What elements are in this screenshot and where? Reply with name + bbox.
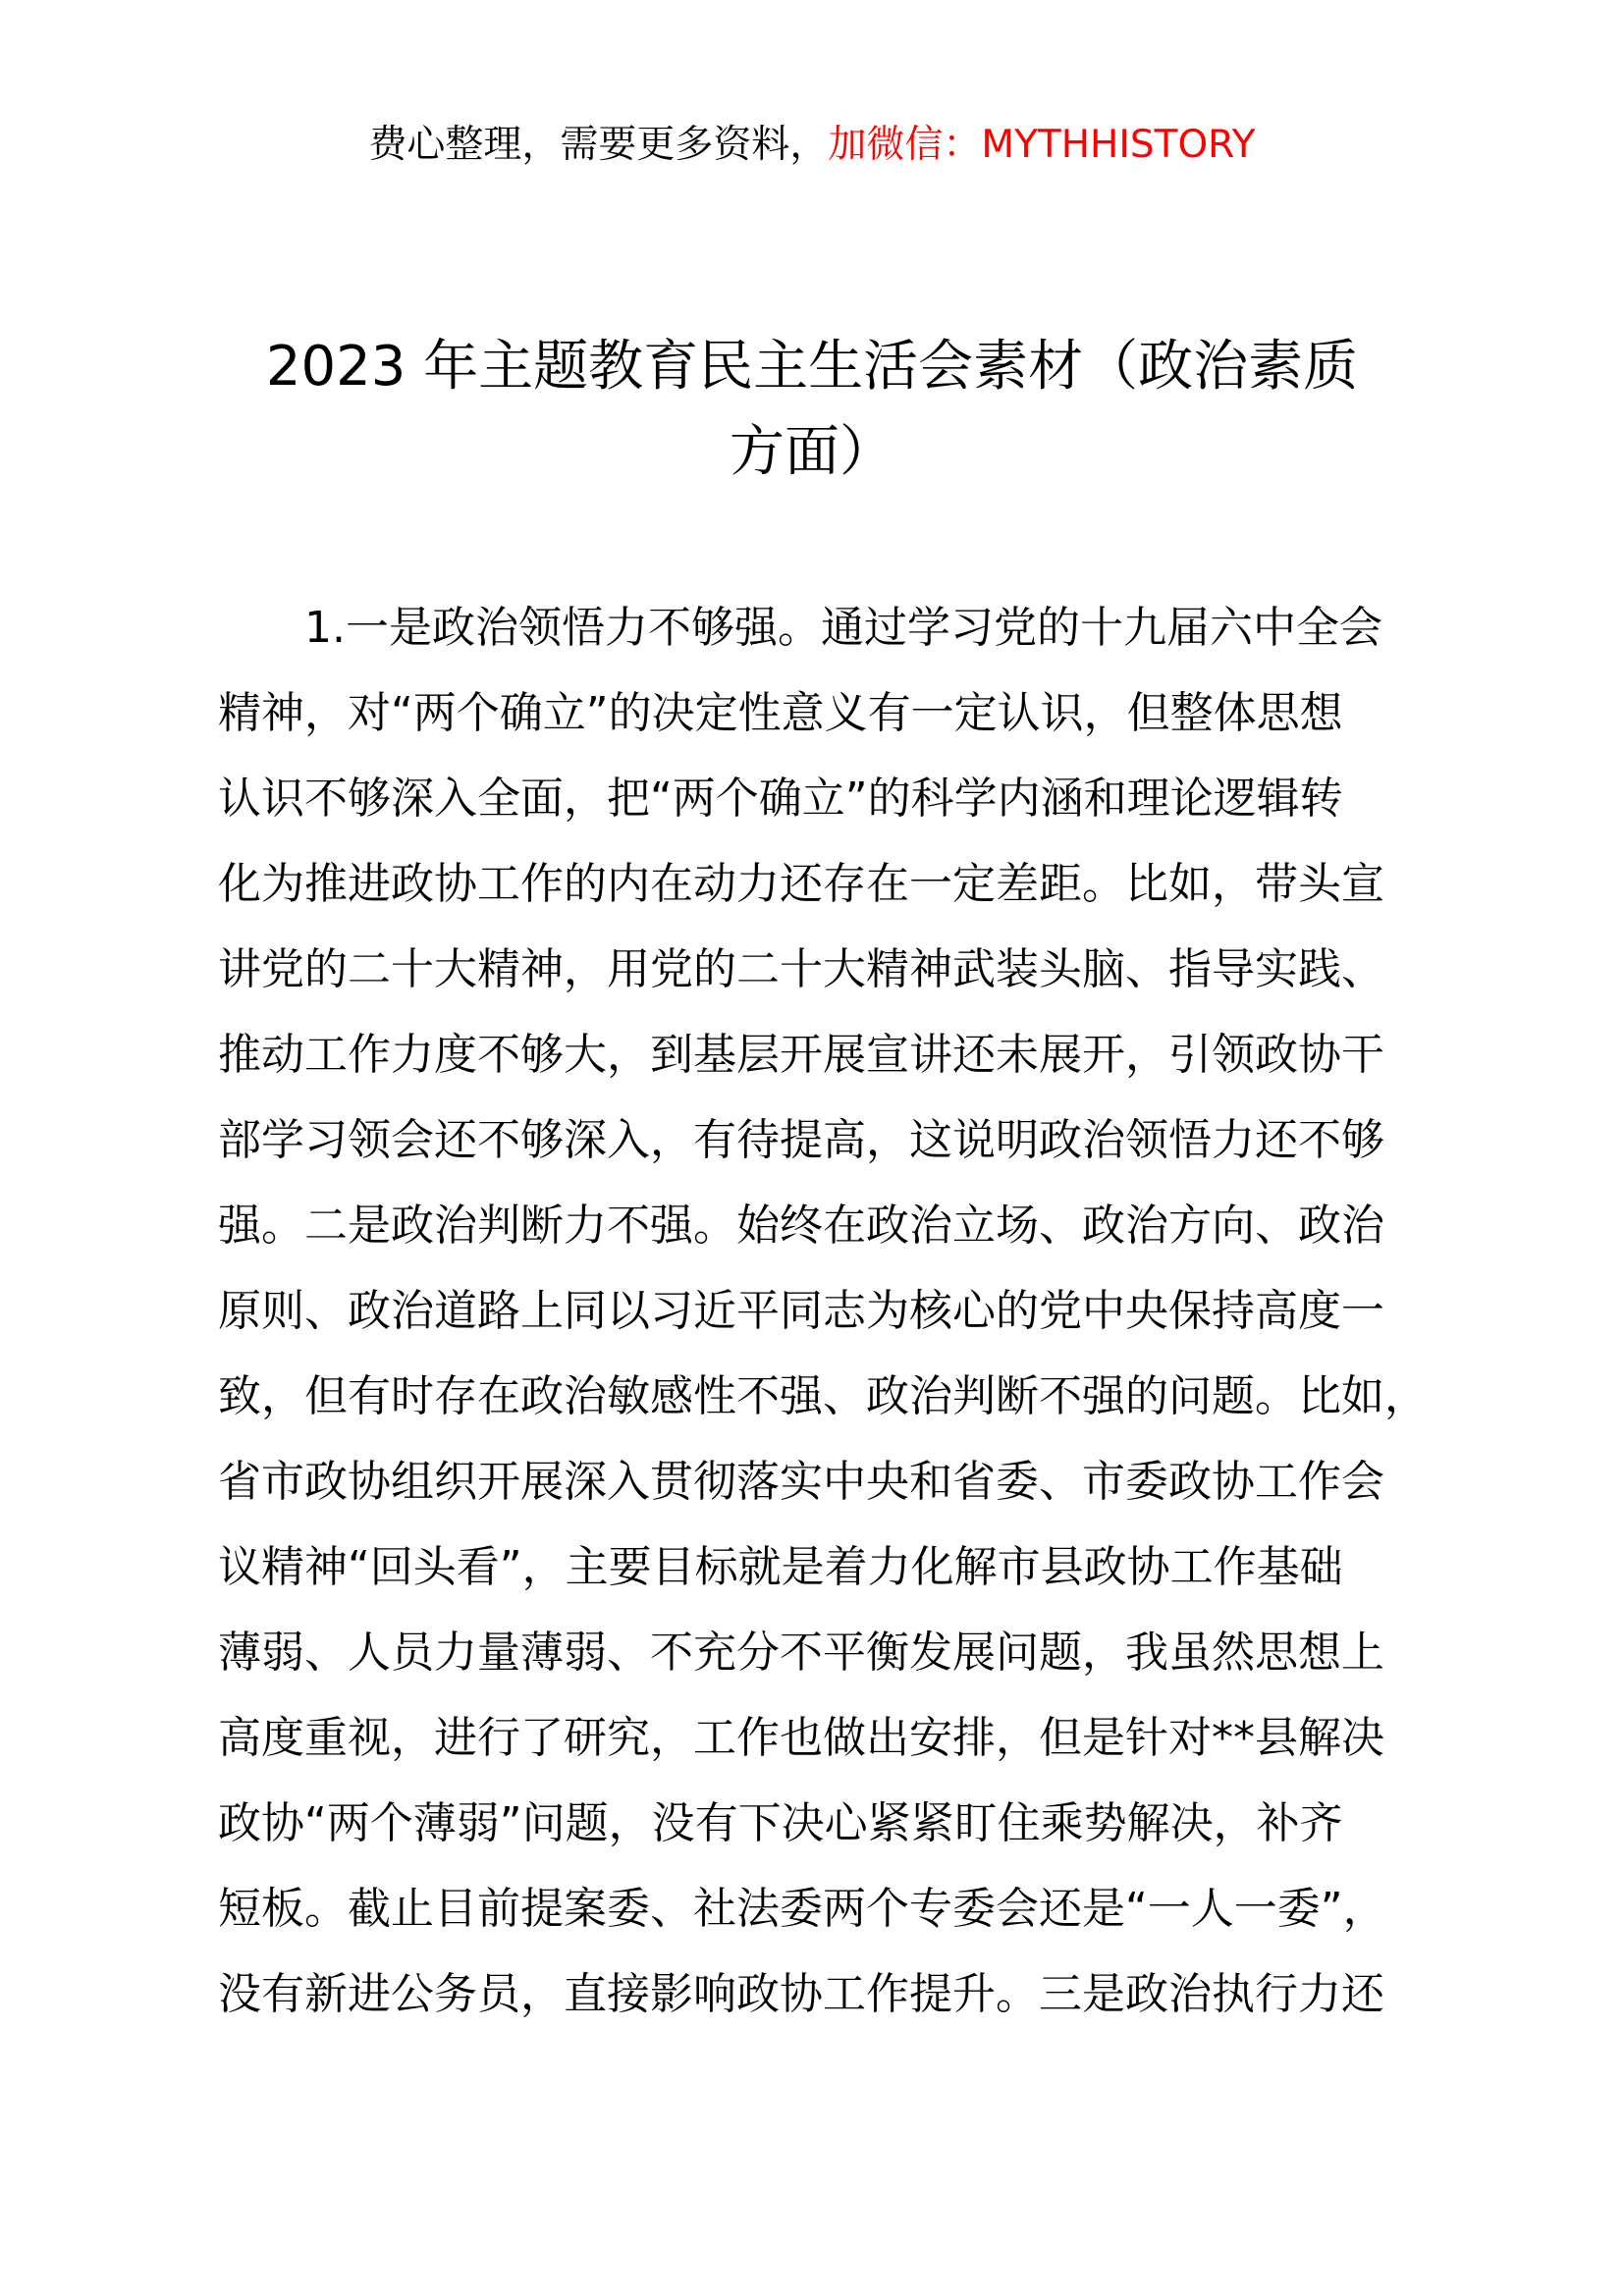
body-line: 强。二是政治判断力不强。始终在政治立场、政治方向、政治 bbox=[218, 1201, 1384, 1251]
body-line: 议精神“回头看”，主要目标就是着力化解市县政协工作基础 bbox=[218, 1542, 1343, 1592]
body-line: 政协“两个薄弱”问题，没有下决心紧紧盯住乘势解决，补齐 bbox=[218, 1798, 1343, 1848]
body-line: 短板。截止目前提案委、社法委两个专委会还是“一人一委”， bbox=[218, 1884, 1386, 1934]
body-line: 薄弱、人员力量薄弱、不充分不平衡发展问题，我虽然思想上 bbox=[218, 1628, 1384, 1678]
title-line-2: 方面） bbox=[730, 420, 894, 484]
body-line: 化为推进政协工作的内在动力还存在一定差距。比如，带头宣 bbox=[218, 859, 1384, 909]
body-line: 认识不够深入全面，把“两个确立”的科学内涵和理论逻辑转 bbox=[218, 774, 1343, 824]
document-body bbox=[218, 585, 1445, 2037]
body-line: 高度重视，进行了研究，工作也做出安排，但是针对**县解决 bbox=[218, 1713, 1384, 1763]
body-line: 讲党的二十大精神，用党的二十大精神武装头脑、指导实践、 bbox=[218, 944, 1384, 994]
header-notice-text: 费心整理，需要更多资料， bbox=[368, 123, 829, 167]
body-line: 部学习领会还不够深入，有待提高，这说明政治领悟力还不够 bbox=[218, 1115, 1384, 1165]
header-notice bbox=[0, 116, 1624, 175]
body-line: 推动工作力度不够大，到基层开展宣讲还未展开，引领政协干 bbox=[218, 1030, 1384, 1080]
body-line: 原则、政治道路上同以习近平同志为核心的党中央保持高度一 bbox=[218, 1286, 1384, 1336]
document-title bbox=[196, 324, 1428, 495]
body-line: 致，但有时存在政治敏感性不强、政治判断不强的问题。比如， bbox=[218, 1371, 1428, 1421]
body-line: 精神，对“两个确立”的决定性意义有一定认识，但整体思想 bbox=[218, 688, 1343, 738]
header-contact-text: 加微信：MYTHHISTORY bbox=[828, 123, 1256, 167]
body-line: 省市政协组织开展深入贯彻落实中央和省委、市委政协工作会 bbox=[218, 1457, 1384, 1507]
title-line-1: 2023 年主题教育民主生活会素材（政治素质 bbox=[265, 335, 1359, 399]
body-line: 1.一是政治领悟力不够强。通过学习党的十九届六中全会 bbox=[304, 603, 1382, 653]
body-line: 没有新进公务员，直接影响政协工作提升。三是政治执行力还 bbox=[218, 1969, 1384, 2019]
